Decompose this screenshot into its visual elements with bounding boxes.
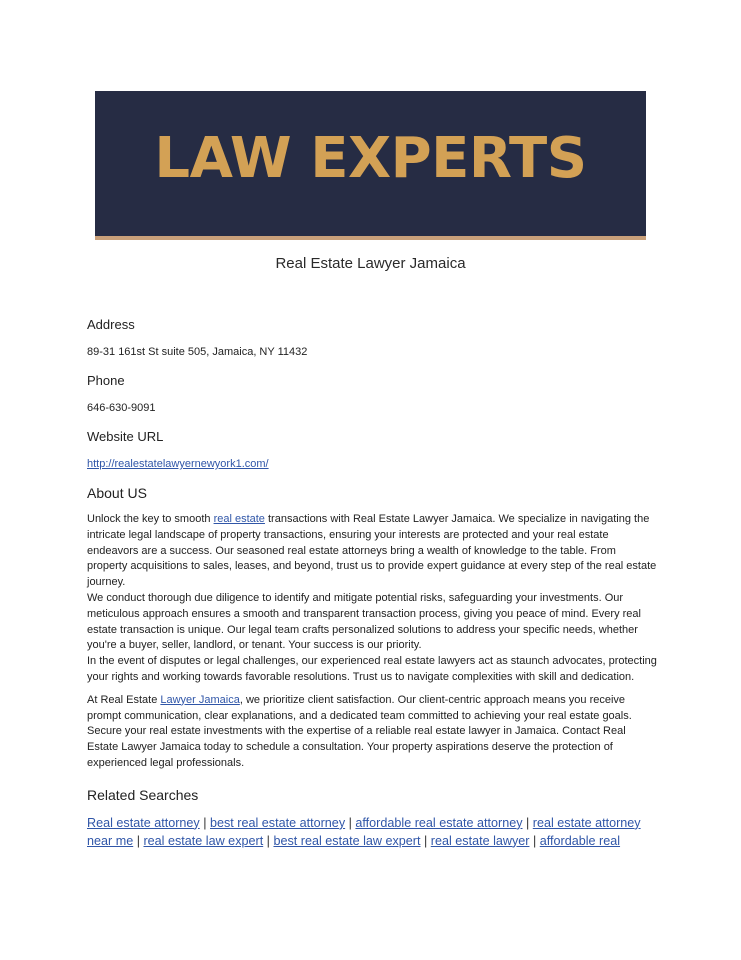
banner-stripe	[95, 236, 646, 240]
about-paragraph-4	[87, 693, 657, 772]
related-link-real-estate-attorney[interactable]: Real estate attorney	[87, 815, 200, 830]
about-paragraph-3: In the event of disputes or legal challenges, our experienced real estate lawyers act as staunch advocates, protecting your rights and working towards favorable resolutions. Trust us to navigate complexities with skill and dedication.	[87, 655, 657, 683]
separator: |	[133, 833, 144, 848]
related-searches-list	[87, 814, 657, 850]
about-p4-text-start: At Real Estate	[87, 693, 161, 706]
related-link-real-estate-lawyer[interactable]: real estate lawyer	[430, 833, 530, 848]
address-label: Address	[87, 317, 135, 332]
banner-logo-text: LAW EXPERTS	[154, 126, 587, 191]
law-experts-banner	[95, 91, 646, 240]
phone-label: Phone	[87, 373, 125, 388]
related-link-real-estate-attorney-near-me[interactable]: real estate attorney near me	[87, 815, 641, 848]
document-title: Real Estate Lawyer Jamaica	[275, 255, 466, 272]
separator: |	[529, 833, 540, 848]
lawyer-jamaica-link[interactable]: Lawyer Jamaica	[160, 693, 240, 706]
related-link-affordable-real[interactable]: affordable real	[539, 833, 621, 848]
separator: |	[199, 815, 210, 830]
about-p1-text-start: Unlock the key to smooth	[87, 513, 214, 525]
website-link[interactable]: http://realestatelawyernewyork1.com/	[87, 458, 269, 470]
related-link-best-real-estate-law-expert[interactable]: best real estate law expert	[273, 833, 421, 848]
phone-value: 646-630-9091	[87, 402, 156, 414]
about-p1-text-end: transactions with Real Estate Lawyer Jamaica. We specialize in navigating the intricate legal landscape of property transactions, ensuring your interests are protected and your real estate endeavors are a success. Our seasoned real estate attorneys bring a wealth of knowledge to the table. From property acquisitions to sales, leases, and beyond, trust us to provide expert guidance at every step of the real estate journey.	[87, 513, 657, 589]
separator: |	[263, 833, 274, 848]
separator: |	[420, 833, 431, 848]
related-link-real-estate-law-expert[interactable]: real estate law expert	[143, 833, 264, 848]
separator: |	[522, 815, 533, 830]
about-paragraph-2: We conduct thorough due diligence to identify and mitigate potential risks, safeguarding your investments. Our meticulous approach ensures a smooth and transparent transaction process, giving you peace of mind. Every real estate transaction is unique. Our legal team crafts personalized solutions to address your specific needs, whether you're a buyer, seller, landlord, or tenant. Your success is our priority.	[87, 591, 641, 652]
about-paragraph-1	[87, 512, 657, 591]
real-estate-link[interactable]: real estate	[213, 513, 265, 525]
document-body	[87, 316, 657, 850]
related-searches-heading: Related Searches	[87, 786, 199, 803]
about-heading: About US	[87, 485, 147, 501]
about-p4-text-end: , we prioritize client satisfaction. Our client-centric approach means you receive prompt communication, clear explanations, and a dedicated team committed to achieving your real estate goals. Secure your real estate investments with the expertise of a reliable real estate lawyer in Jamaica. Contact Real Estate Lawyer Jamaica today to schedule a consultation. Your property aspirations deserve the protection of experienced legal professionals.	[87, 693, 632, 769]
address-value: 89-31 161st St suite 505, Jamaica, NY 11432	[87, 346, 308, 358]
related-link-best-real-estate-attorney[interactable]: best real estate attorney	[210, 815, 346, 830]
related-link-affordable-real-estate-attorney[interactable]: affordable real estate attorney	[355, 815, 523, 830]
separator: |	[345, 815, 356, 830]
website-label: Website URL	[87, 429, 164, 444]
